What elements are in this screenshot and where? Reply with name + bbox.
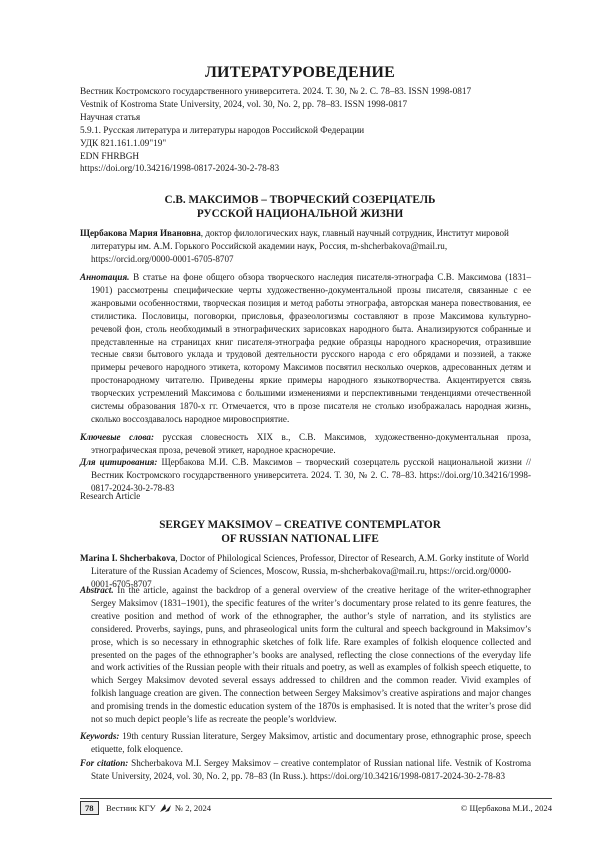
citation-line-ru: Вестник Костромского государственного университета. 2024. Т. 30, № 2. С. 78–83. ISSN 1998-0817: [80, 87, 472, 97]
author-info-ru: [80, 227, 531, 266]
keywords-label-ru: Ключевые слова:: [80, 432, 154, 442]
journal-logo-icon: [159, 803, 172, 813]
article-title-ru: [80, 193, 520, 221]
article-title-en: [80, 518, 520, 546]
author-name-ru: Щербакова Мария Ивановна: [80, 228, 201, 238]
title-ru-line-2: РУССКОЙ НАЦИОНАЛЬНОЙ ЖИЗНИ: [196, 208, 404, 220]
abstract-ru: [80, 271, 531, 426]
abstract-label-ru: Аннотация.: [80, 272, 130, 282]
article-type-en: Research Article: [80, 491, 141, 501]
citation-ru: [80, 456, 531, 495]
author-details-en: , Doctor of Philological Sciences, Professor, Director of Research, A.M. Gorky institute of World Literature of the Russian Academy of Sciences, Moscow, Russia, m-shcherbakova@mail.ru, https://orcid.org/0000-0001-6705-8707: [91, 553, 529, 589]
keywords-text-en: 19th century Russian literature, Sergey Maksimov, artistic and documentary prose, ethnographic prose, speech etiquette, folk eloquence.: [91, 731, 531, 754]
doi-link[interactable]: https://doi.org/10.34216/1998-0817-2024-30-2-78-83: [80, 164, 280, 175]
abstract-text-en: In the article, against the backdrop of a general overview of the creative heritage of the writer-ethnographer Sergey Maksimov (1831–1901), the specific features of the writer’s documentary prose related to its genre features, the creative position and method of work of the ethnographer, the author’s style of narration, and its stylistics are considered. Proverbs, sayings, puns, and phraseological units form the cultural and speech background in Maksimov’s prose, which is so necessary in ethnographic sketches of folk life. Rare examples of folkish eloquence collected and presented on the pages of the ethnographer’s books are analysed, reflecting the close connections of the everyday life and work activities of the Russian people with their rituals and poetry, as well as examples of folkish speech etiquette, to which Sergey Maksimov devoted several essays addressed to children and the common reader. Vivid examples of folkish language creation are given. The connection between Sergey Maksimov’s creative aspirations and major changes and promising trends in the domestic education system of the 1870s is emphasised. It is noted that the writer’s prose did not so much depict people’s life as recreate the people’s worldview.: [91, 585, 531, 725]
title-en-line-1: SERGEY MAKSIMOV – CREATIVE CONTEMPLATOR: [159, 519, 441, 531]
author-details-ru: , доктор филологических наук, главный научный сотрудник, Институт мировой литературы им. А.М. Горького Российской академии наук, Россия, m-shcherbakova@mail.ru, https://orcid.org/0000-0001-6705-8707: [91, 228, 509, 264]
author-name-en: Marina I. Shcherbakova: [80, 553, 176, 563]
journal-name: Вестник КГУ: [106, 803, 156, 813]
article-metadata: [80, 86, 550, 176]
issue-number: № 2, 2024: [174, 803, 212, 813]
citation-label-en: For citation:: [80, 758, 129, 768]
keywords-label-en: Keywords:: [80, 731, 120, 741]
abstract-en: [80, 584, 531, 726]
citation-text-en: Shcherbakova M.I. Sergey Maksimov – creative contemplator of Russian national life. Vestnik of Kostroma State University, 2024, vol. 30, No. 2, pp. 78–83 (In Russ.). https://doi.org/10.34216/1998-0817-2024-30-2-78-83: [91, 758, 532, 781]
page-number: 78: [80, 801, 99, 815]
keywords-en: [80, 730, 531, 756]
title-ru-line-1: С.В. МАКСИМОВ – ТВОРЧЕСКИЙ СОЗЕРЦАТЕЛЬ: [164, 194, 436, 206]
edn-code: EDN FHRBGH: [80, 151, 140, 162]
page-footer: [80, 800, 552, 818]
abstract-label-en: Abstract.: [80, 585, 114, 595]
keywords-ru: [80, 431, 531, 457]
journal-footer: [106, 803, 211, 813]
section-title: ЛИТЕРАТУРОВЕДЕНИЕ: [204, 64, 396, 81]
udk-code: УДК 821.161.1.09"19": [80, 138, 167, 149]
footer-divider: [80, 798, 552, 799]
article-type-ru: Научная статья: [80, 112, 141, 123]
copyright-notice: © Щербакова М.И., 2024: [460, 803, 552, 813]
citation-label-ru: Для цитирования:: [80, 457, 158, 467]
abstract-text-ru: В статье на фоне общего обзора творческого наследия писателя-этнографа С.В. Максимова (1831–1901) рассмотрены специфические черты художественно-документальной прозы писателя, связанные с ее жанровыми особенностями, творческая позиция и метод работы этнографа, авторская манера повествования, ее стилистика. Пословицы, поговорки, присловья, фразеологизмы составляют в прозе Максимова культурно-речевой фон, столь необходимый в этнографических зарисовках народного быта. Анализируются собранные и представленные на страницах книг писателя-этнографа редкие образцы народного красноречия, отразившие тесные связи бытового уклада и трудовой деятельности русского народа с его обрядами и поэзией, а также примеры речевого народного этикета, которому Максимов посвятил несколько очерков, адресованных детям и простонародному читателю. Приведены яркие примеры народного языкотворчества. Акцентируется связь творческих устремлений Максимова с большими изменениями и перспективными тенденциями отечественной системы образования 1870-х гг. Отмечается, что в прозе писателя не столько изображалась народная жизнь, сколько воссоздавалось народное мировосприятие.: [91, 272, 531, 424]
keywords-text-ru: русская словесность XIX в., С.В. Максимов, художественно-документальная проза, этнографическая проза, речевой этикет, народное красноречие.: [91, 432, 532, 455]
citation-line-en: Vestnik of Kostroma State University, 2024, vol. 30, No. 2, pp. 78–83. ISSN 1998-0817: [80, 99, 408, 110]
specialty-code: 5.9.1. Русская литература и литературы народов Российской Федерации: [80, 125, 365, 136]
title-en-line-2: OF RUSSIAN NATIONAL LIFE: [221, 533, 379, 545]
citation-text-ru: Щербакова М.И. С.В. Максимов – творческий созерцатель русской национальной жизни // Вестник Костромского государственного университета. 2024. Т. 30, № 2. С. 78–83. https://doi.org/10.34216/1998-0817-2024-30-2-78-83: [91, 457, 531, 493]
citation-en: [80, 757, 531, 783]
